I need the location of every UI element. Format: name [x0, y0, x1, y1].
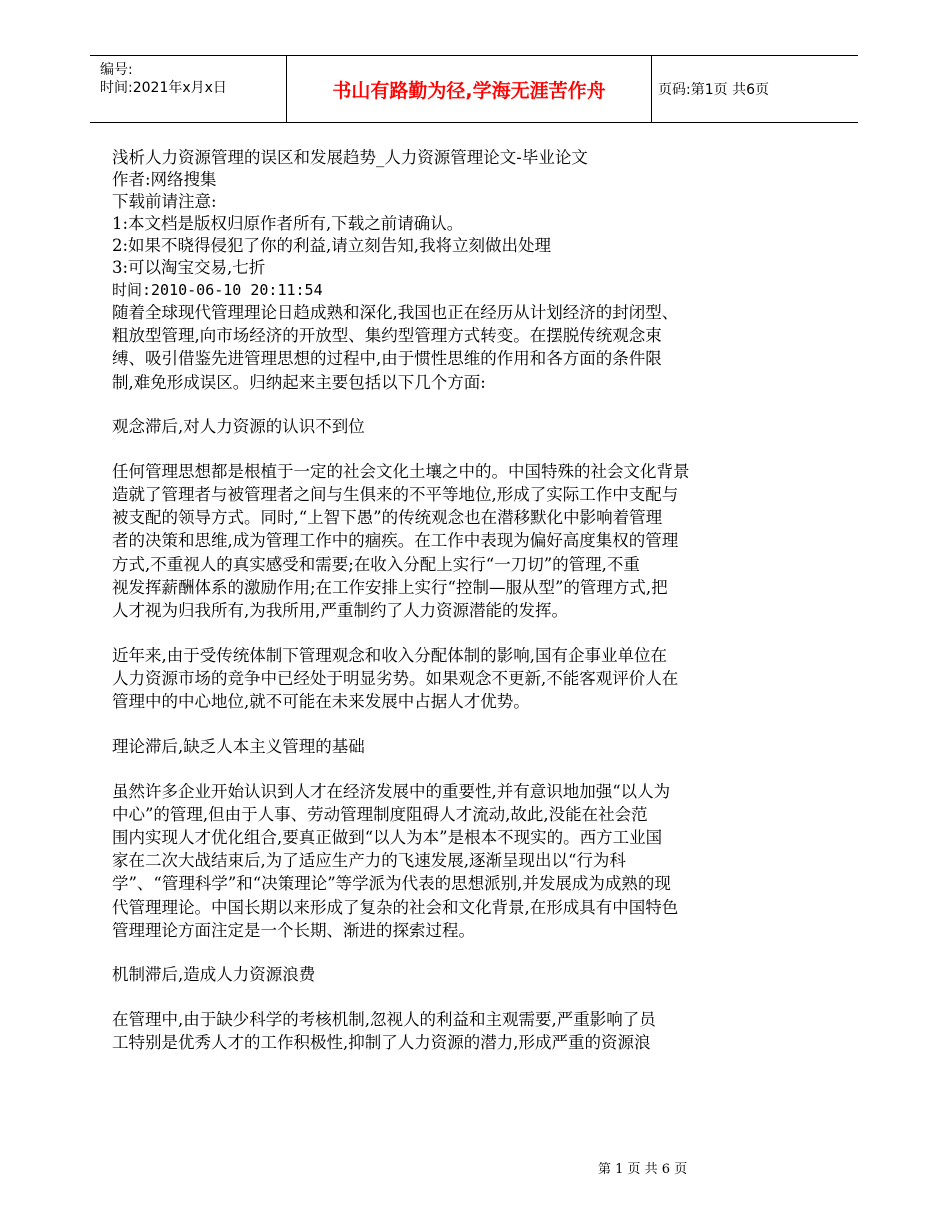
notice-item: 3:可以淘宝交易,七折: [112, 258, 266, 277]
paragraph-line: 缚、吸引借鉴先进管理思想的过程中,由于惯性思维的作用和各方面的条件限: [112, 349, 662, 369]
paragraph-line: 随着全球现代管理理论日趋成熟和深化,我国也正在经历从计划经济的封闭型、: [112, 303, 679, 322]
paragraph-line: 者的决策和思维,成为管理工作中的痼疾。在工作中表现为偏好高度集权的管理: [112, 531, 679, 551]
page-header: [90, 55, 858, 123]
paragraph: [112, 780, 772, 942]
paragraph-line: 中心”的管理,但由于人事、劳动管理制度阻碍人才流动,故此,没能在社会范: [112, 804, 648, 824]
notice-item: 1:本文档是版权归原作者所有,下载之前请确认。: [112, 214, 464, 233]
paragraph-line: 制,难免形成误区。归纳起来主要包括以下几个方面:: [112, 372, 486, 392]
section-heading: 机制滞后,造成人力资源浪费: [112, 964, 316, 984]
header-page-info: 页码:第1页 共6页: [658, 82, 769, 98]
header-meta: [100, 56, 280, 122]
paragraph-line: 粗放型管理,向市场经济的开放型、集约型管理方式转变。在摆脱传统观念束: [112, 326, 662, 346]
paragraph: [112, 460, 772, 622]
doc-timestamp: 时间:2010-06-10 20:11:54: [112, 281, 323, 299]
document-body: [112, 147, 772, 1054]
section-heading: 观念滞后,对人力资源的认识不到位: [112, 416, 365, 436]
doc-author: 作者:网络搜集: [112, 170, 217, 189]
paragraph-line: 人力资源市场的竞争中已经处于明显劣势。如果观念不更新,不能客观评价人在: [112, 669, 679, 689]
notice-title: 下载前请注意:: [112, 192, 217, 211]
paragraph-line: 被支配的领导方式。同时,“上智下愚”的传统观念也在潜移默化中影响着管理: [112, 508, 663, 528]
intro-paragraph: [112, 301, 772, 394]
section-heading: 理论滞后,缺乏人本主义管理的基础: [112, 736, 365, 756]
paragraph-line: 视发挥薪酬体系的激励作用;在工作安排上实行“控制—服从型”的管理方式,把: [112, 577, 668, 597]
paragraph-line: 方式,不重视人的真实感受和需要;在收入分配上实行“一刀切”的管理,不重: [112, 554, 640, 574]
paragraph-line: 虽然许多企业开始认识到人才在经济发展中的重要性,并有意识地加强“以人为: [112, 781, 671, 801]
page-footer: 第 1 页 共 6 页: [598, 1162, 688, 1177]
paragraph: [112, 644, 772, 714]
paragraph-line: 工特别是优秀人才的工作积极性,抑制了人力资源的潜力,形成严重的资源浪: [112, 1033, 651, 1053]
paragraph-line: 围内实现人才优化组合,要真正做到“以人为本”是根本不现实的。西方工业国: [112, 828, 663, 847]
doc-time-label: 时间:2021年x月x日: [100, 80, 227, 96]
doc-title: 浅析人力资源管理的误区和发展趋势_人力资源管理论文-毕业论文: [112, 148, 588, 167]
paragraph: [112, 1008, 772, 1054]
paragraph-line: 学”、“管理科学”和“决策理论”等学派为代表的思想派别,并发展成为成熟的现: [112, 874, 671, 894]
paragraph-line: 在管理中,由于缺少科学的考核机制,忽视人的利益和主观需要,严重影响了员: [112, 1009, 656, 1029]
paragraph-line: 管理中的中心地位,就不可能在未来发展中占据人才优势。: [112, 692, 530, 712]
paragraph-line: 造就了管理者与被管理者之间与生俱来的不平等地位,形成了实际工作中支配与: [112, 484, 679, 504]
paragraph-line: 任何管理思想都是根植于一定的社会文化土壤之中的。中国特殊的社会文化背景: [112, 461, 690, 481]
paragraph-line: 人才视为归我所有,为我所用,严重制约了人力资源潜能的发挥。: [112, 600, 568, 620]
paragraph-line: 近年来,由于受传统体制下管理观念和收入分配体制的影响,国有企事业单位在: [112, 646, 667, 666]
notice-item: 2:如果不晓得侵犯了你的利益,请立刻告知,我将立刻做出处理: [112, 236, 552, 255]
paragraph-line: 家在二次大战结束后,为了适应生产力的飞速发展,逐渐呈现出以“行为科: [112, 851, 626, 871]
paragraph-line: 管理理论方面注定是一个长期、渐进的探索过程。: [112, 920, 475, 940]
paragraph-line: 代管理理论。中国长期以来形成了复杂的社会和文化背景,在形成具有中国特色: [112, 897, 679, 917]
doc-number-label: 编号:: [100, 62, 133, 78]
header-motto: 书山有路勤为径,学海无涯苦作舟: [286, 56, 652, 122]
